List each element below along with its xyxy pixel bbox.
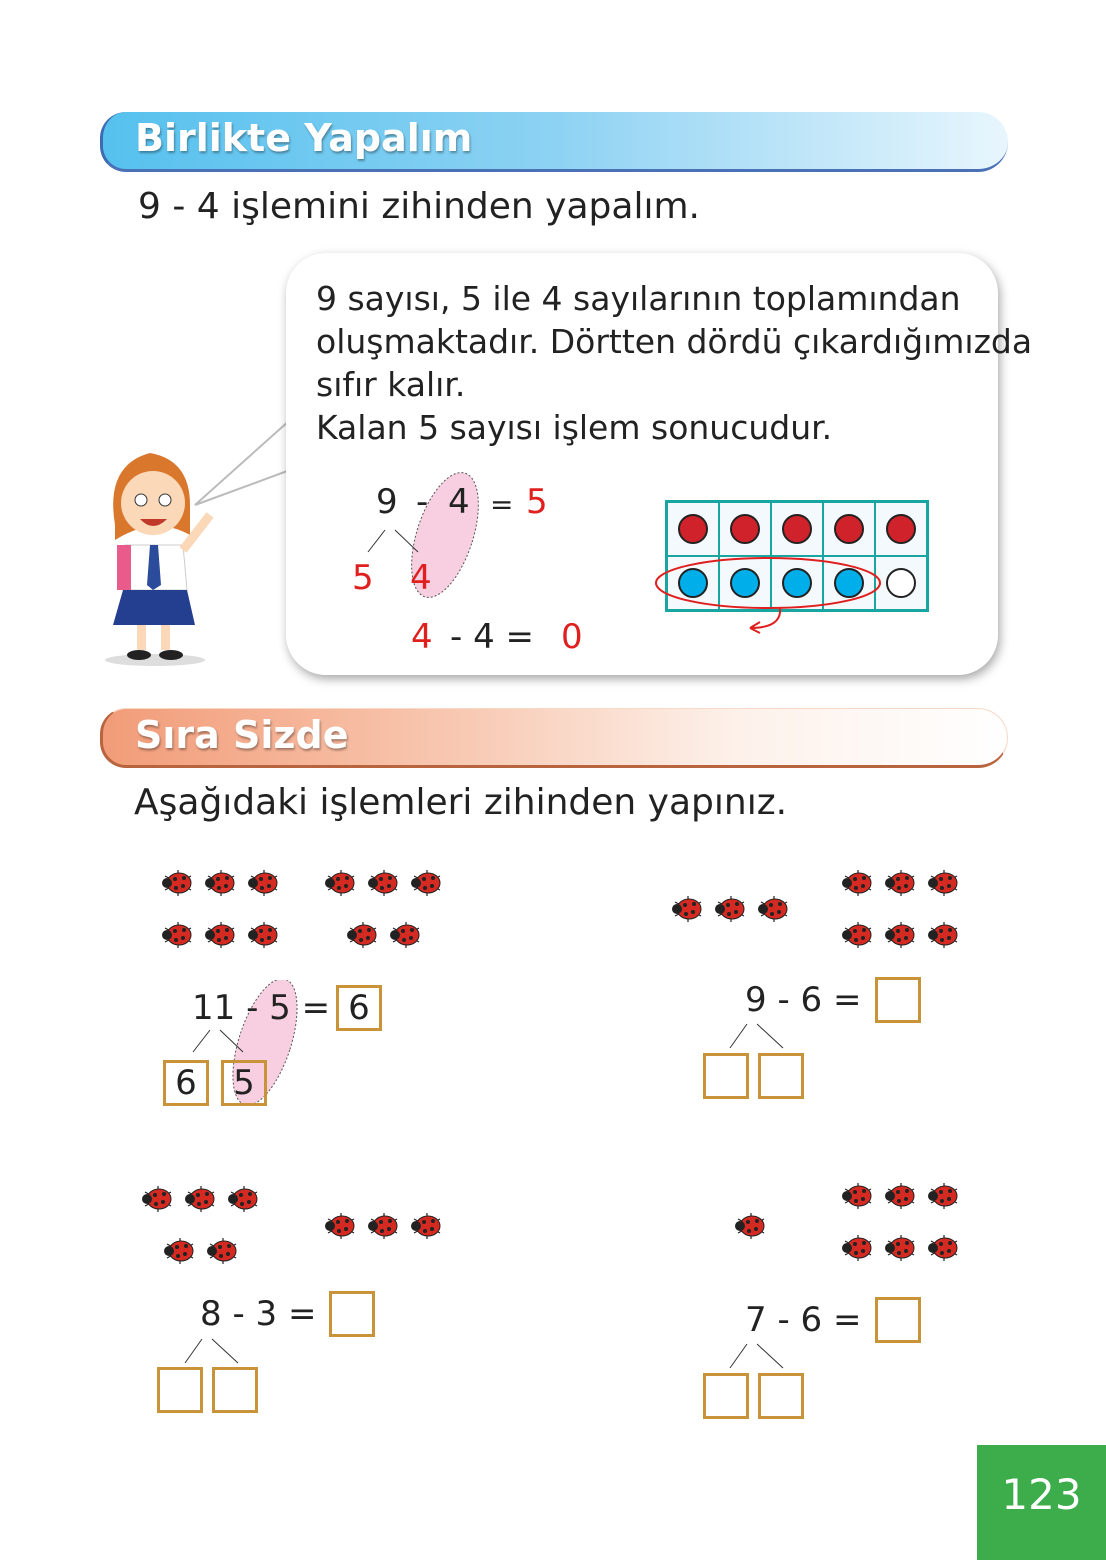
- ten-frame-cell: [771, 502, 823, 556]
- bubble-line: sıfır kalır.: [316, 365, 466, 404]
- bubble-line: 9 sayısı, 5 ile 4 sayılarının toplamından: [316, 279, 961, 318]
- decomposition-lines: [725, 1020, 795, 1052]
- example-a: 9: [376, 482, 398, 522]
- page-number: 123: [977, 1445, 1106, 1560]
- ladybug-icon: [837, 1175, 879, 1217]
- counter-dot: [782, 514, 812, 544]
- section-title: Birlikte Yapalım: [135, 116, 473, 160]
- part-box[interactable]: [157, 1367, 203, 1413]
- sub-zero: 0: [561, 617, 583, 657]
- answer-box[interactable]: 6: [336, 985, 382, 1031]
- counter-dot: [886, 568, 916, 598]
- ladybug-icon: [880, 862, 922, 904]
- ladybug-icon: [837, 862, 879, 904]
- ladybug-icon: [406, 1205, 448, 1247]
- counter-dot: [678, 514, 708, 544]
- ladybug-icon: [923, 914, 965, 956]
- part-box[interactable]: 6: [163, 1060, 209, 1106]
- ten-frame-cell: [719, 502, 771, 556]
- ladybug-icon: [157, 914, 199, 956]
- part-box[interactable]: 5: [221, 1060, 267, 1106]
- counter-dot: [730, 514, 760, 544]
- ladybug-icon: [159, 1230, 201, 1272]
- decomposition-lines: [725, 1340, 795, 1372]
- grouping-oval: [650, 550, 890, 640]
- example-result: 5: [526, 482, 548, 522]
- sub-mid: - 4 =: [450, 617, 535, 657]
- example-b: 4: [448, 482, 470, 522]
- answer-box[interactable]: [329, 1291, 375, 1337]
- example-eq: =: [490, 488, 514, 521]
- problem-equation: 8 - 3 =: [200, 1294, 317, 1334]
- part-box[interactable]: [703, 1053, 749, 1099]
- answer-box[interactable]: [875, 1297, 921, 1343]
- decomposition-lines: [180, 1335, 250, 1367]
- ladybug-icon: [837, 1227, 879, 1269]
- instruction: 9 - 4 işlemini zihinden yapalım.: [138, 186, 700, 227]
- ladybug-icon: [137, 1178, 179, 1220]
- ladybug-icon: [753, 888, 795, 930]
- ten-frame-cell: [823, 502, 875, 556]
- ladybug-icon: [180, 1178, 222, 1220]
- answer-box[interactable]: [875, 977, 921, 1023]
- ladybug-icon: [363, 1205, 405, 1247]
- problem-equation: 7 - 6 =: [745, 1300, 862, 1340]
- ladybug-icon: [923, 1175, 965, 1217]
- part-box[interactable]: [212, 1367, 258, 1413]
- ladybug-icon: [223, 1178, 265, 1220]
- ladybug-icon: [880, 1175, 922, 1217]
- ten-frame-cell: [667, 502, 719, 556]
- ladybug-icon: [363, 862, 405, 904]
- counter-dot: [834, 514, 864, 544]
- ladybug-icon: [923, 1227, 965, 1269]
- example-part1: 5: [352, 558, 374, 598]
- part-box[interactable]: [758, 1373, 804, 1419]
- ladybug-icon: [837, 914, 879, 956]
- bubble-line: Kalan 5 sayısı işlem sonucudur.: [316, 408, 833, 447]
- ladybug-icon: [667, 888, 709, 930]
- ladybug-icon: [320, 1205, 362, 1247]
- counter-dot: [886, 514, 916, 544]
- ladybug-icon: [923, 862, 965, 904]
- birlikte-yapalim-banner: [100, 112, 1008, 172]
- part-box[interactable]: [758, 1053, 804, 1099]
- instruction: Aşağıdaki işlemleri zihinden yapınız.: [134, 782, 788, 823]
- girl-illustration: [95, 445, 225, 670]
- section-title: Sıra Sizde: [135, 713, 349, 757]
- sub-a: 4: [411, 617, 433, 657]
- sira-sizde-banner: [100, 708, 1008, 768]
- problem-equation: 11 - 5 =: [192, 988, 331, 1028]
- part-box[interactable]: [703, 1373, 749, 1419]
- ladybug-icon: [710, 888, 752, 930]
- problem-equation: 9 - 6 =: [745, 980, 862, 1020]
- ladybug-icon: [385, 914, 427, 956]
- ladybug-icon: [202, 1230, 244, 1272]
- ladybug-icon: [200, 914, 242, 956]
- example-part2: 4: [410, 558, 432, 598]
- ladybug-icon: [730, 1205, 772, 1247]
- bubble-line: oluşmaktadır. Dörtten dördü çıkardığımızda: [316, 322, 1033, 361]
- ladybug-icon: [406, 862, 448, 904]
- ladybug-icon: [880, 1227, 922, 1269]
- ten-frame-cell: [875, 502, 927, 556]
- ladybug-icon: [243, 914, 285, 956]
- ladybug-icon: [320, 862, 362, 904]
- ladybug-icon: [880, 914, 922, 956]
- ladybug-icon: [342, 914, 384, 956]
- example-op: -: [416, 482, 429, 522]
- ladybug-icon: [157, 862, 199, 904]
- ladybug-icon: [200, 862, 242, 904]
- ladybug-icon: [243, 862, 285, 904]
